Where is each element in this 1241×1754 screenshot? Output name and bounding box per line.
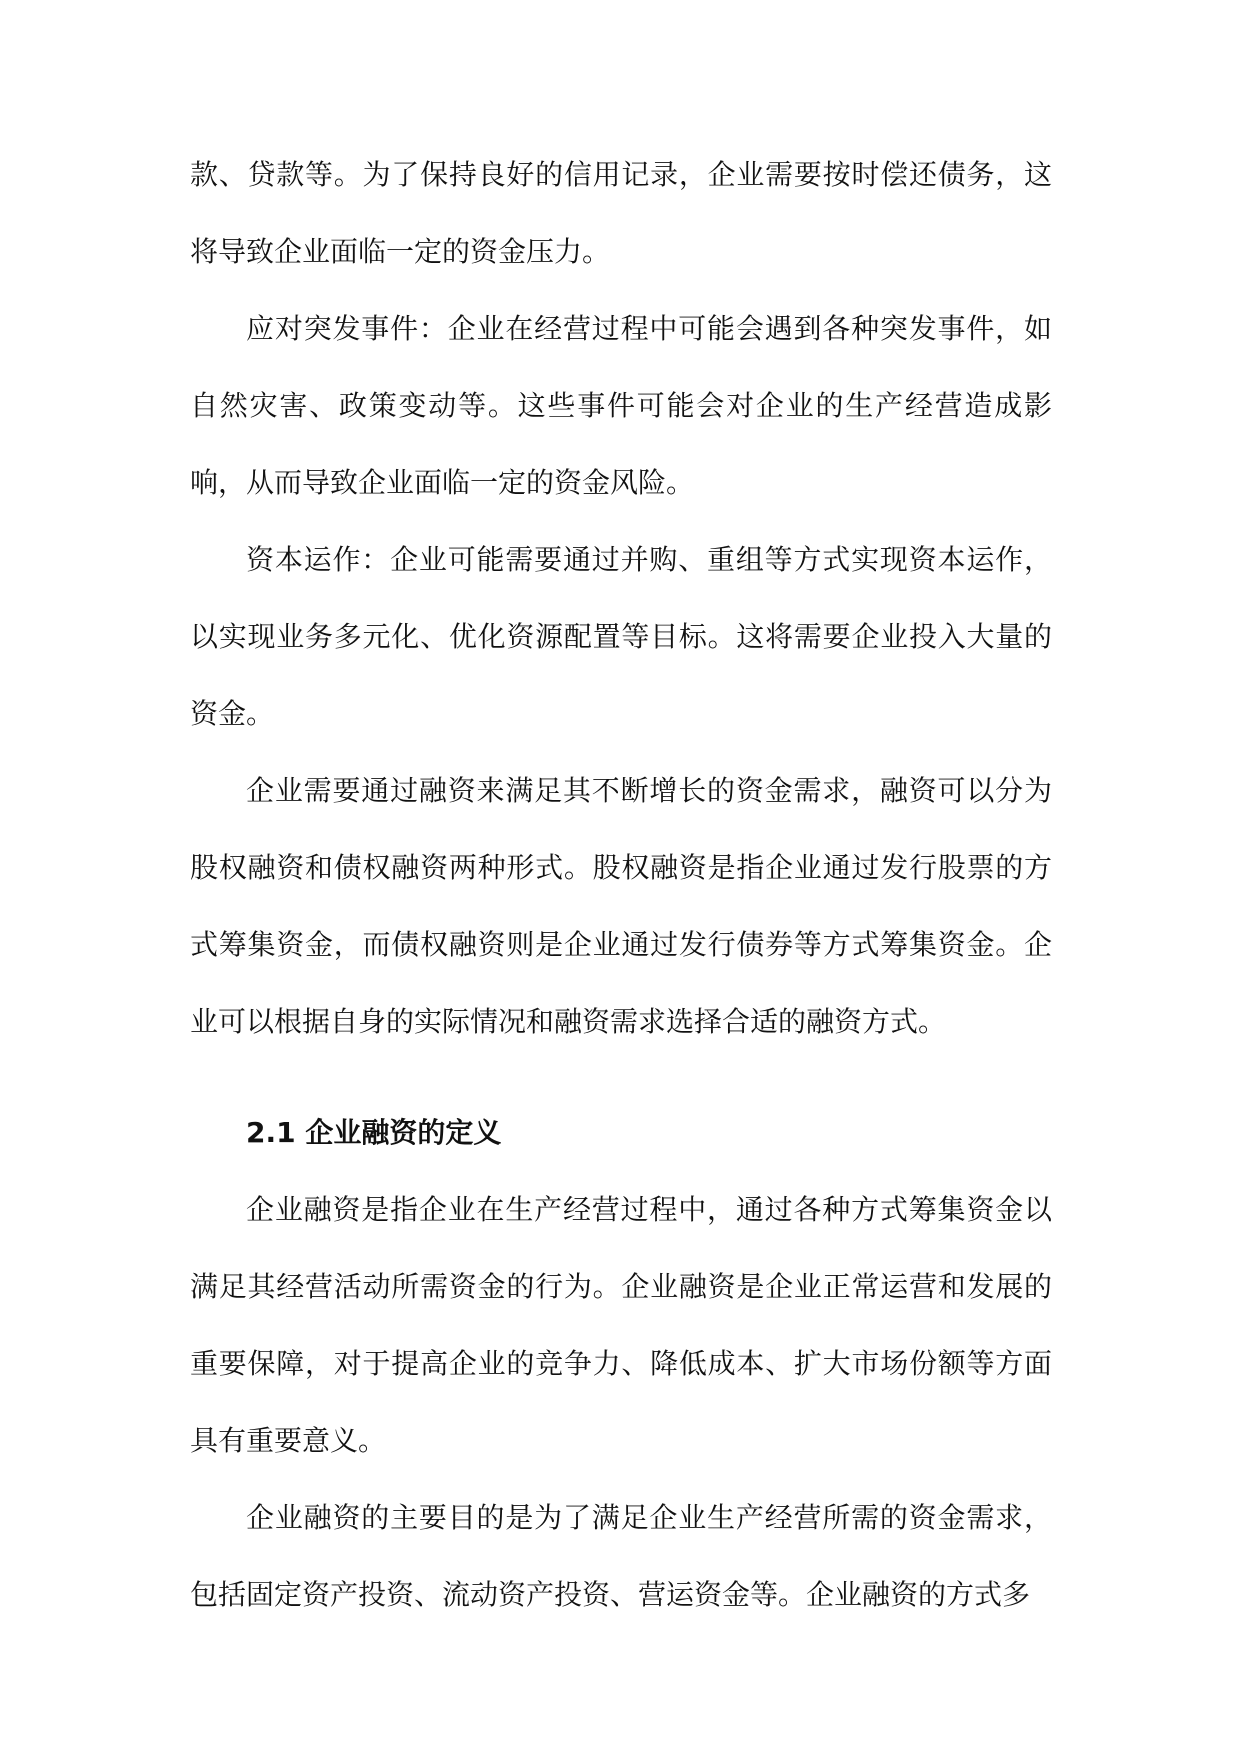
paragraph-purpose: 企业融资的主要目的是为了满足企业生产经营所需的资金需求，包括固定资产投资、流动资产投资、营运资金等。企业融资的方式多 — [190, 1501, 1052, 1611]
section-heading: 2.1 企业融资的定义 — [246, 1116, 502, 1149]
paragraph-continuation: 款、贷款等。为了保持良好的信用记录，企业需要按时偿还债务，这将导致企业面临一定的资金压力。 — [190, 158, 1052, 268]
document-page — [190, 136, 1052, 1633]
paragraph-capital-operation: 资本运作：企业可能需要通过并购、重组等方式实现资本运作，以实现业务多元化、优化资源配置等目标。这将需要企业投入大量的资金。 — [190, 543, 1052, 730]
paragraph-financing-forms: 企业需要通过融资来满足其不断增长的资金需求，融资可以分为股权融资和债权融资两种形式。股权融资是指企业通过发行股票的方式筹集资金，而债权融资则是企业通过发行债券等方式筹集资金。企业可以根据自身的实际情况和融资需求选择合适的融资方式。 — [190, 774, 1052, 1038]
paragraph-emergencies: 应对突发事件：企业在经营过程中可能会遇到各种突发事件，如自然灾害、政策变动等。这些事件可能会对企业的生产经营造成影响，从而导致企业面临一定的资金风险。 — [190, 312, 1052, 499]
paragraph-definition: 企业融资是指企业在生产经营过程中，通过各种方式筹集资金以满足其经营活动所需资金的行为。企业融资是企业正常运营和发展的重要保障，对于提高企业的竞争力、降低成本、扩大市场份额等方面具有重要意义。 — [190, 1193, 1052, 1457]
